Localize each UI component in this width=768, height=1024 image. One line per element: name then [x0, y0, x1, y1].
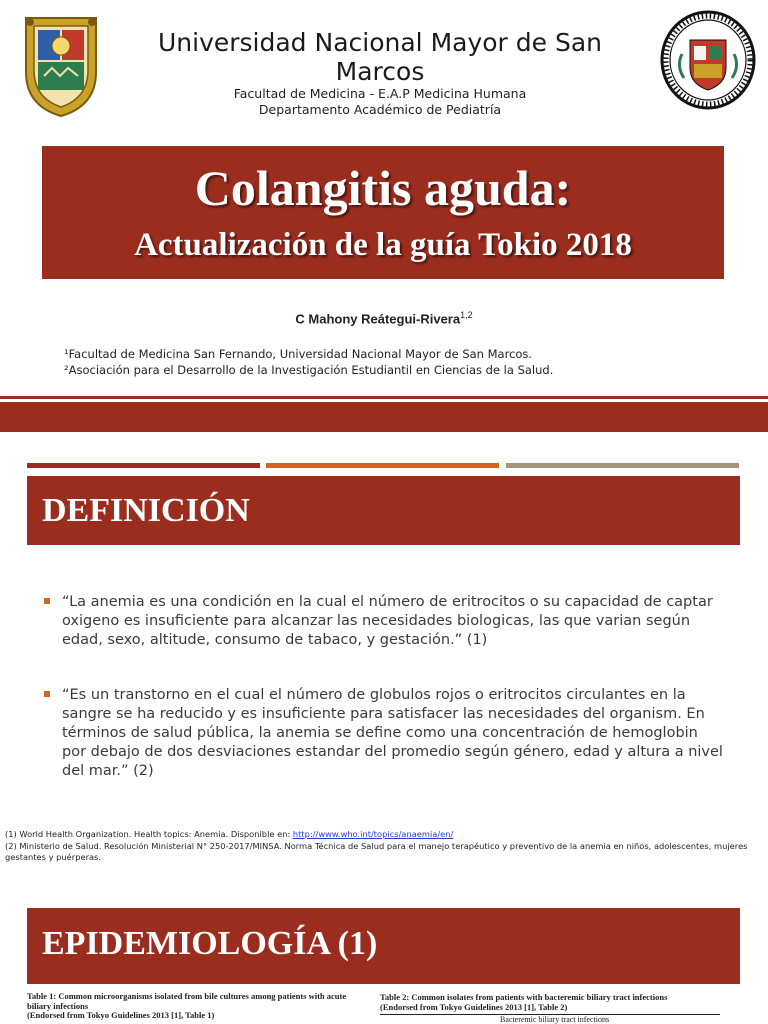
faculty-name: Facultad de Medicina - E.A.P Medicina Humana — [233, 86, 527, 101]
medicine-faculty-seal-logo — [660, 10, 756, 110]
department-name: Departamento Académico de Pediatría — [258, 102, 502, 117]
author-name: C Mahony Reátegui-Rivera — [295, 311, 461, 327]
square-bullet-icon — [44, 691, 50, 697]
list-item — [44, 686, 724, 781]
author-line — [0, 310, 768, 326]
university-name: Universidad Nacional Mayor de San Marcos — [157, 28, 603, 86]
bullet-text: “La anemia es una condición en la cual el número de eritrocitos o su capacidad de captar oxigeno es insuficiente para alcanzar las necesidades biologicas, las que varian según edad, sexo, altitude, consumo de tabaco, y gestación.” (1) — [62, 594, 713, 648]
table-source: (Endorsed from Tokyo Guidelines 2013 [1], Table 2) — [380, 1001, 568, 1012]
table-column-header: Bacteremic biliary tract infections — [500, 1015, 610, 1024]
accent-strip-red — [27, 463, 260, 468]
bullet-text: “Es un transtorno en el cual el número de globulos rojos o eritrocitos circulantes en la sangre se ha reducido y es insuficiente para satisfacer las necesidades del organism. En términos de salud pública, la anemia se define como una concentración de hemoglobin por debajo de dos desviaciones estandar del promedio según género, edad y altura a nivel del mar.” (2) — [62, 687, 723, 779]
definicion-header — [27, 476, 740, 545]
list-item — [44, 593, 724, 650]
section-heading: EPIDEMIOLOGÍA (1) — [42, 925, 378, 962]
reference-2: (2) Ministerio de Salud. Resolución Ministerial N° 250-2017/MINSA. Norma Técnica de Salud para el manejo terapéutico y preventivo de la anemia en niños, adolescentes, mujeres gestantes y puérperas. — [5, 841, 748, 862]
accent-strip-orange — [266, 463, 499, 468]
table-1-caption — [27, 992, 357, 1021]
slide-divider-band — [0, 402, 768, 432]
table-caption: Table 2: Common isolates from patients with bacteremic biliary tract infections — [380, 992, 668, 1002]
affiliation-1: ¹Facultad de Medicina San Fernando, Universidad Nacional Mayor de San Marcos. — [64, 347, 533, 361]
slide-divider-thin — [0, 396, 768, 399]
affiliation-2: ²Asociación para el Desarrollo de la Investigación Estudiantil en Ciencias de la Salud. — [64, 363, 554, 377]
university-crest-logo — [22, 12, 100, 118]
table-caption: Table 1: Common microorganisms isolated from bile cultures among patients with acute biliary infections — [27, 991, 347, 1011]
table-source: (Endorsed from Tokyo Guidelines 2013 [1], Table 1) — [27, 1010, 215, 1020]
epidemiologia-header — [27, 908, 740, 984]
section-heading: DEFINICIÓN — [42, 492, 250, 529]
reference-1 — [5, 829, 763, 840]
reference-text: (1) World Health Organization. Health topics: Anemia. Disponible en: — [5, 829, 293, 839]
presentation-title: Colangitis aguda: — [194, 160, 572, 216]
accent-strip-taupe — [506, 463, 739, 468]
reference-link[interactable]: http://www.who.int/topics/anaemia/en/ — [292, 829, 454, 839]
title-banner — [42, 146, 724, 279]
presentation-subtitle: Actualización de la guía Tokio 2018 — [134, 227, 632, 263]
author-superscript: 1,2 — [460, 310, 473, 320]
table-2-caption — [380, 993, 720, 1012]
square-bullet-icon — [44, 598, 50, 604]
